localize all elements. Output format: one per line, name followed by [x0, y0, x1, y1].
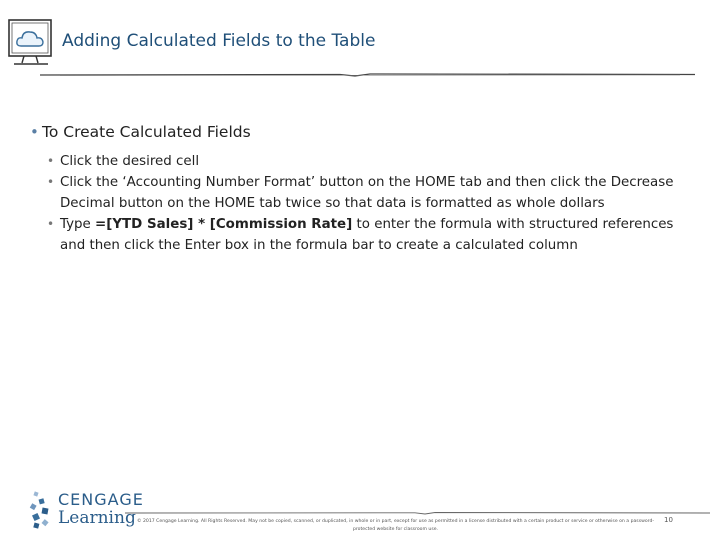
sub-bullet-text: Click the ‘Accounting Number Format’ button on the HOME tab and then click the Decrease Decimal button on the HOME tab twice so that data is formatted as whole dollars	[60, 175, 674, 211]
sub-bullet-text: Click the desired cell	[60, 154, 200, 169]
bullet-dot: •	[47, 154, 55, 168]
type-suffix: to enter the formula with structured references and then click the Enter box in the formula bar to create a calculated column	[60, 217, 674, 253]
monitor-cloud-icon	[6, 16, 56, 72]
logo-mark-icon	[28, 490, 54, 532]
slide-title: Adding Calculated Fields to the Table	[62, 31, 376, 51]
logo-text-cengage: CENGAGE	[58, 490, 144, 509]
page-number: 10	[664, 516, 673, 524]
list-item	[30, 172, 690, 214]
bullet-dot: •	[30, 123, 39, 141]
footer-divider	[125, 511, 710, 515]
logo-text-learning: Learning	[58, 508, 136, 528]
bullet-dot: •	[47, 217, 55, 231]
main-bullet-text: To Create Calculated Fields	[42, 123, 251, 141]
type-prefix: Type	[60, 217, 96, 232]
list-item	[30, 214, 690, 256]
bullet-dot: •	[47, 175, 55, 189]
copyright-notice: © 2017 Cengage Learning. All Rights Reserved. May not be copied, scanned, or duplicated, in whole or in part, except for use as permitted in a license distributed with a certain product or service or otherwise on a password-protected website for classroom use.	[136, 519, 655, 532]
main-bullet	[30, 122, 690, 142]
sub-bullet-list	[30, 151, 690, 256]
title-underline	[40, 70, 695, 78]
slide-body	[30, 122, 690, 256]
list-item	[30, 151, 690, 172]
formula-text: =[YTD Sales] * [Commission Rate]	[95, 217, 353, 232]
